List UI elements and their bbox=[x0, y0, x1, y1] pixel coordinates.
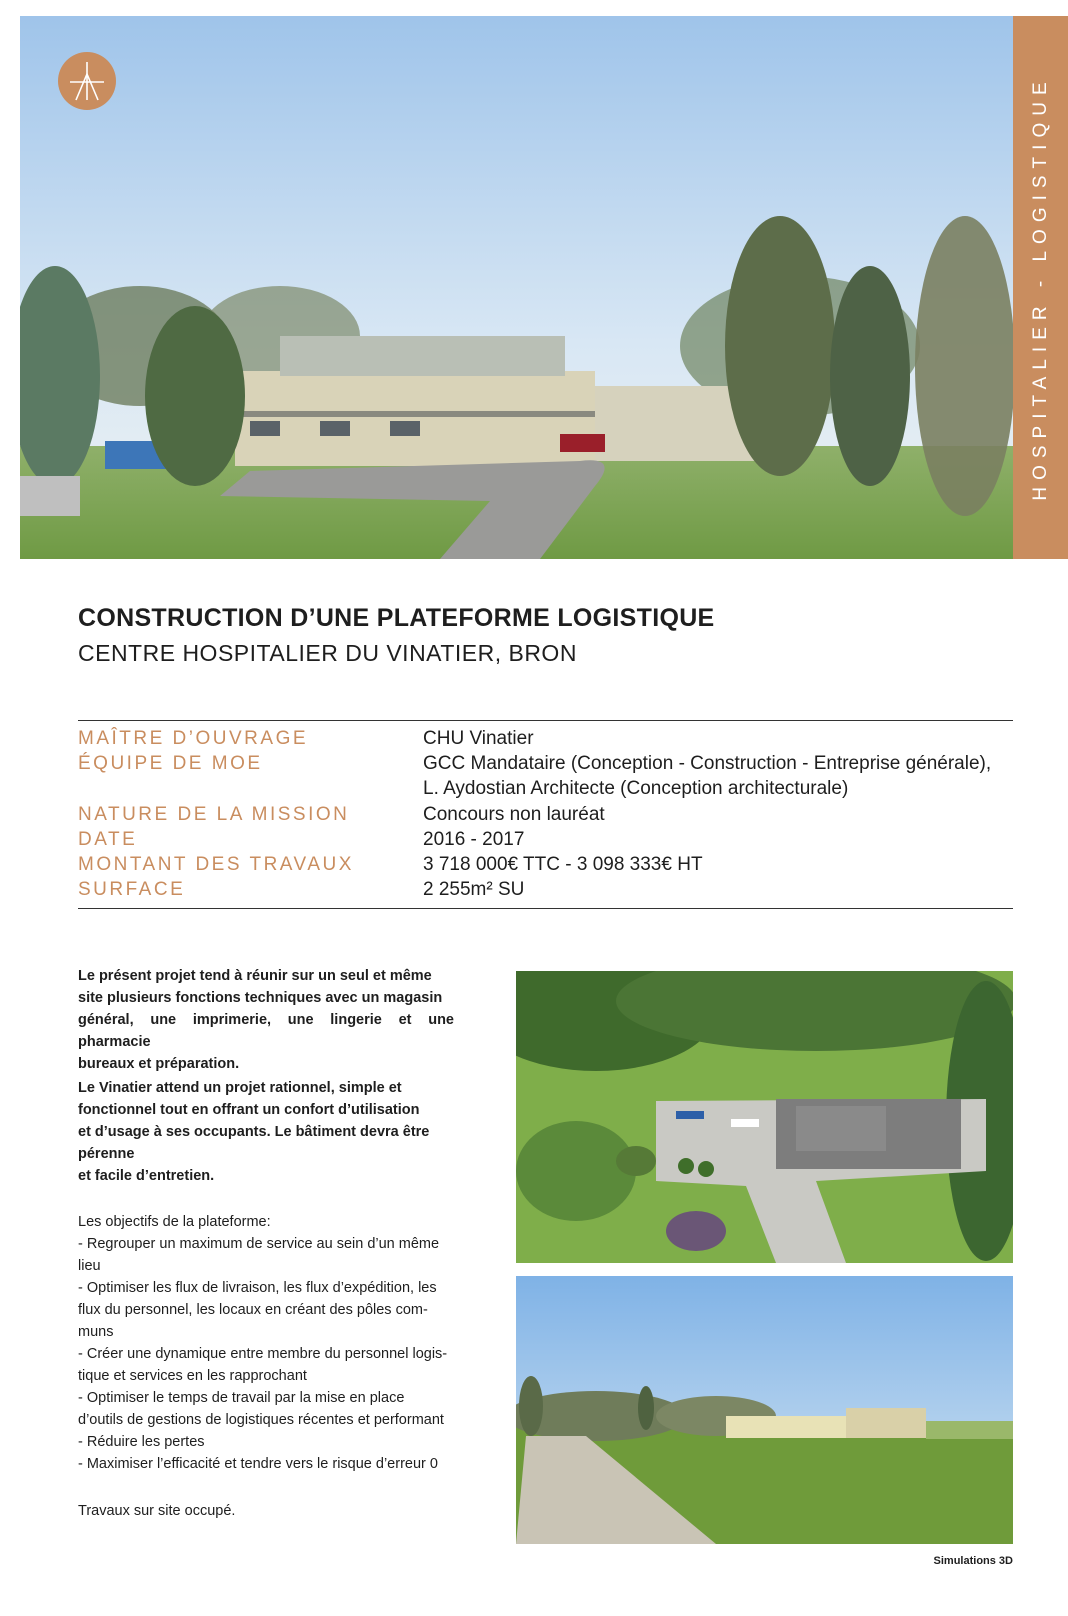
text-line: et d’usage à ses occupants. Le bâtiment devra être bbox=[78, 1124, 430, 1140]
images-caption: Simulations 3D bbox=[933, 1555, 1013, 1567]
objective-item: d’outils de gestions de logistiques récentes et performant bbox=[78, 1412, 444, 1428]
text-line: site plusieurs fonctions techniques avec un magasin bbox=[78, 990, 443, 1006]
info-label-date: DATE bbox=[78, 829, 138, 850]
info-value-date: 2016 - 2017 bbox=[423, 829, 525, 850]
objectives-list bbox=[78, 1211, 454, 1475]
logo-mark-icon bbox=[58, 52, 116, 110]
text-line: et facile d’entretien. bbox=[78, 1168, 215, 1184]
category-label: HOSPITALIER - LOGISTIQUE bbox=[1029, 74, 1051, 501]
objective-item: - Maximiser l’efficacité et tendre vers le risque d’erreur 0 bbox=[78, 1456, 438, 1472]
objective-item: - Optimiser les flux de livraison, les flux d’expédition, les bbox=[78, 1280, 437, 1296]
text-line: bureaux et préparation. bbox=[78, 1056, 240, 1072]
info-label-maitre: MAÎTRE D’OUVRAGE bbox=[78, 728, 309, 749]
text-line: Le présent projet tend à réunir sur un seul et même bbox=[78, 968, 432, 984]
objective-item: - Réduire les pertes bbox=[78, 1434, 205, 1450]
info-top-rule bbox=[78, 720, 1013, 721]
info-value-equipe-1: GCC Mandataire (Conception - Construction - Entreprise générale), bbox=[423, 753, 992, 774]
info-label-surface: SURFACE bbox=[78, 879, 186, 900]
intro-paragraph-2 bbox=[78, 1077, 454, 1187]
info-value-equipe-2: L. Aydostian Architecte (Conception architecturale) bbox=[423, 778, 849, 799]
street-view-image bbox=[516, 1276, 1013, 1544]
objective-item: - Créer une dynamique entre membre du personnel logis- bbox=[78, 1346, 448, 1362]
hero-rendering bbox=[20, 16, 1013, 559]
category-sidebar bbox=[1013, 16, 1068, 559]
text-line: général, une imprimerie, une lingerie et une pharmacie bbox=[78, 1012, 454, 1050]
text-line: Le Vinatier attend un projet rationnel, simple et bbox=[78, 1080, 402, 1096]
text-line: fonctionnel tout en offrant un confort d’utilisation bbox=[78, 1102, 420, 1118]
closing-note: Travaux sur site occupé. bbox=[78, 1503, 236, 1519]
firm-logo bbox=[58, 52, 116, 110]
intro-paragraph-1 bbox=[78, 965, 454, 1075]
info-label-montant: MONTANT DES TRAVAUX bbox=[78, 854, 354, 875]
objective-item: - Regrouper un maximum de service au sein d’un même bbox=[78, 1236, 440, 1252]
project-title: CONSTRUCTION D’UNE PLATEFORME LOGISTIQUE bbox=[78, 604, 715, 632]
text-line: pérenne bbox=[78, 1146, 135, 1162]
objective-item: muns bbox=[78, 1324, 114, 1340]
project-subtitle: CENTRE HOSPITALIER DU VINATIER, BRON bbox=[78, 640, 577, 666]
info-value-nature: Concours non lauréat bbox=[423, 804, 605, 825]
info-value-surface: 2 255m² SU bbox=[423, 879, 525, 900]
objective-item: tique et services en les rapprochant bbox=[78, 1368, 307, 1384]
objective-item: lieu bbox=[78, 1258, 101, 1274]
aerial-view-image bbox=[516, 971, 1013, 1263]
info-label-equipe: ÉQUIPE DE MOE bbox=[78, 753, 263, 774]
objective-item: flux du personnel, les locaux en créant des pôles com- bbox=[78, 1302, 428, 1318]
info-value-maitre: CHU Vinatier bbox=[423, 728, 534, 749]
objectives-heading: Les objectifs de la plateforme: bbox=[78, 1214, 271, 1230]
info-label-nature: NATURE DE LA MISSION bbox=[78, 804, 350, 825]
info-value-montant: 3 718 000€ TTC - 3 098 333€ HT bbox=[423, 854, 703, 875]
objective-item: - Optimiser le temps de travail par la mise en place bbox=[78, 1390, 405, 1406]
info-bottom-rule bbox=[78, 908, 1013, 909]
